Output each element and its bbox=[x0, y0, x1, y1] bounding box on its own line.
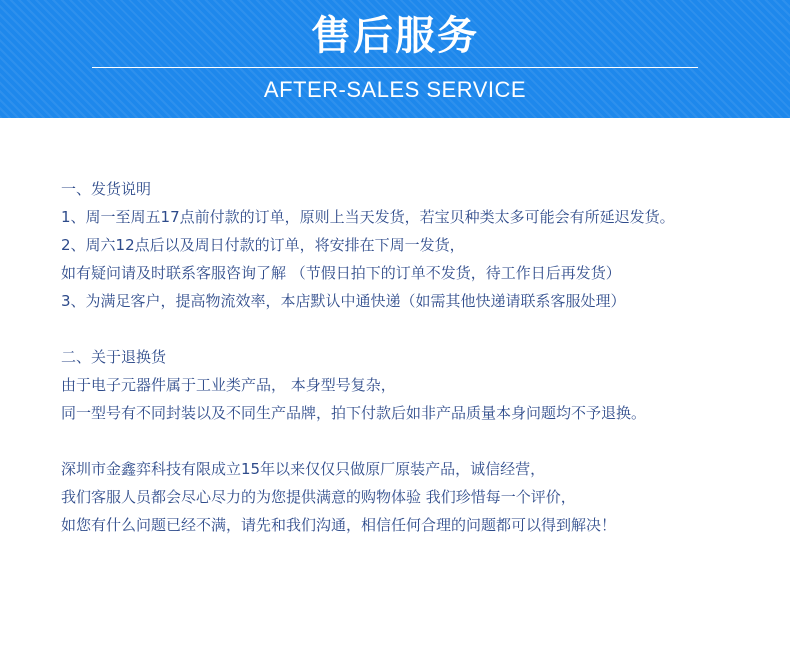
returns-line-2: 同一型号有不同封装以及不同生产品牌，拍下付款后如非产品质量本身问题均不予退换。 bbox=[61, 404, 647, 422]
company-section bbox=[61, 455, 781, 539]
company-line-3: 如您有什么问题已经不满，请先和我们沟通，相信任何合理的问题都可以得到解决！ bbox=[61, 516, 617, 534]
page-title: 售后服务 bbox=[311, 13, 479, 59]
shipping-section bbox=[61, 175, 781, 315]
returns-line-1: 由于电子元器件属于工业类产品， 本身型号复杂， bbox=[61, 376, 396, 394]
section-heading-shipping: 一、发货说明 bbox=[61, 180, 152, 198]
section-spacer bbox=[61, 427, 781, 455]
service-info bbox=[61, 175, 781, 539]
company-line-1: 深圳市金鑫弈科技有限成立15年以来仅仅只做原厂原装产品，诚信经营， bbox=[61, 460, 546, 478]
company-line-2: 我们客服人员都会尽心尽力的为您提供满意的购物体验 我们珍惜每一个评价， bbox=[61, 488, 576, 506]
section-heading-returns: 二、关于退换货 bbox=[61, 348, 167, 366]
shipping-line-4: 3、为满足客户，提高物流效率，本店默认中通快递（如需其他快递请联系客服处理） bbox=[61, 292, 626, 310]
shipping-line-2: 2、周六12点后以及周日付款的订单，将安排在下周一发货， bbox=[61, 236, 465, 254]
header-banner bbox=[0, 0, 790, 118]
returns-section bbox=[61, 343, 781, 427]
shipping-line-1: 1、周一至周五17点前付款的订单，原则上当天发货，若宝贝种类太多可能会有所延迟发货。 bbox=[61, 208, 675, 226]
shipping-line-3: 如有疑问请及时联系客服咨询了解 （节假日拍下的订单不发货，待工作日后再发货） bbox=[61, 264, 621, 282]
title-divider bbox=[92, 67, 698, 68]
section-spacer bbox=[61, 315, 781, 343]
page-subtitle: AFTER-SALES SERVICE bbox=[263, 77, 527, 102]
